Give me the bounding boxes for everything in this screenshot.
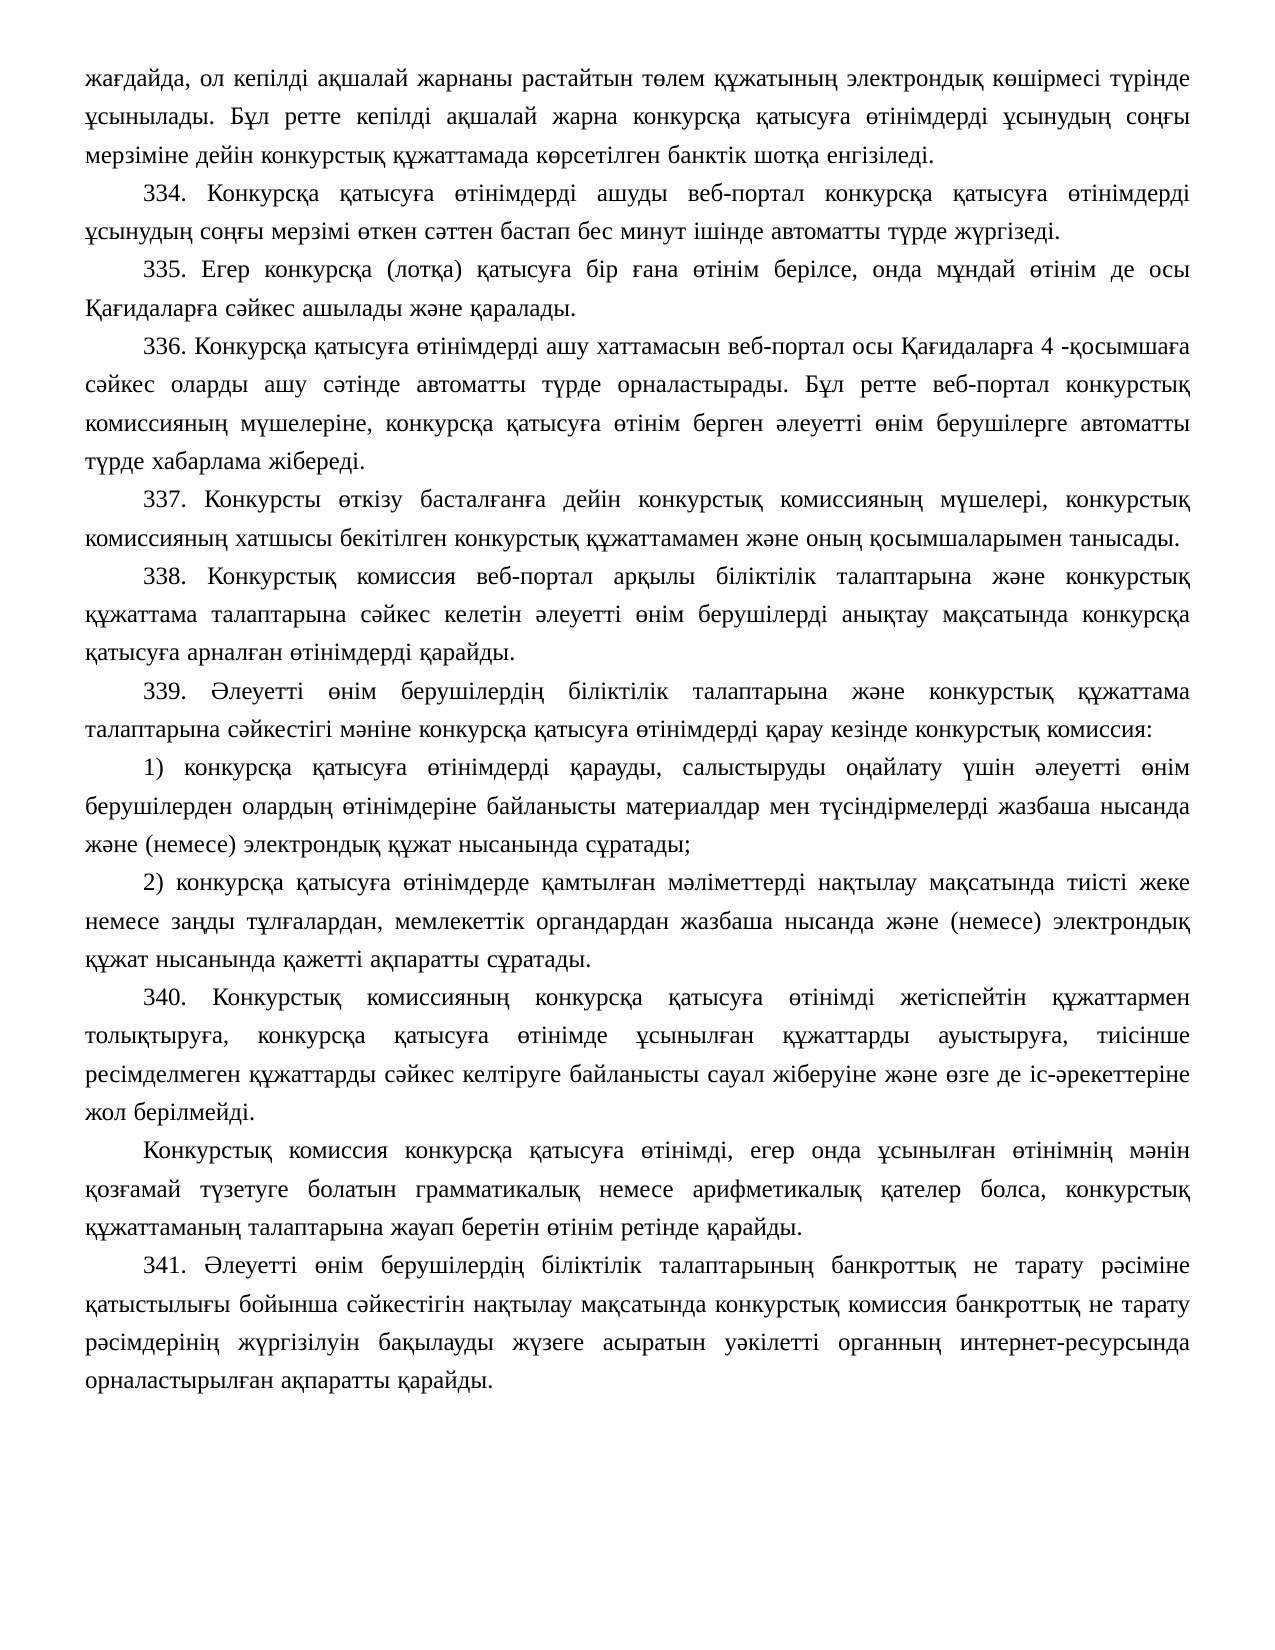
paragraph: 339. Әлеуетті өнім берушілердің біліктілік талаптарына және конкурстық құжаттама талаптарына сәйкестігі мәніне конкурсқа қатысуға өтінімдерді қарау кезінде конкурстық комиссия: — [85, 677, 1190, 744]
paragraph: 2) конкурсқа қатысуға өтінімдерде қамтылған мәліметтерді нақтылау мақсатында тиісті жеке немесе заңды тұлғалардан, мемлекеттік органдардан жазбаша нысанда және (немесе) электрондық құжат нысанында қажетті ақпаратты сұратады. — [85, 869, 1190, 973]
paragraph: 335. Егер конкурсқа (лотқа) қатысуға бір ғана өтінім берілсе, онда мұндай өтінім де осы Қағидаларға сәйкес ашылады және қаралады. — [85, 256, 1190, 322]
paragraph: 336. Конкурсқа қатысуға өтінімдерді ашу хаттамасын веб-портал осы Қағидаларға 4 -қосымшаға сәйкес оларды ашу сәтінде автоматты түрде орналастырады. Бұл ретте веб-портал конкурстық комиссияның мүшелеріне, конкурсқа қатысуға өтінім берген әлеуетті өнім берушілерге автоматты түрде хабарлама жібереді. — [85, 333, 1190, 475]
paragraph: Конкурстық комиссия конкурсқа қатысуға өтінімді, егер онда ұсынылған өтінімнің мәнін қозғамай түзетуге болатын грамматикалық немесе арифметикалық қателер болса, конкурстық құжаттаманың талаптарына жауап беретін өтінім ретінде қарайды. — [85, 1137, 1190, 1241]
paragraph: 1) конкурсқа қатысуға өтінімдерді қарауды, салыстыруды оңайлату үшін әлеуетті өнім берушілерден олардың өтінімдеріне байланысты материалдар мен түсіндірмелерді жазбаша нысанда және (немесе) электрондық құжат нысанында сұратады; — [85, 754, 1190, 858]
paragraph: жағдайда, ол кепілді ақшалай жарнаны растайтын төлем құжатының электрондық көшірмесі түрінде ұсынылады. Бұл ретте кепілді ақшалай жарна конкурсқа қатысуға өтінімдерді ұсынудың соңғы мерзіміне дейін конкурстық құжаттамада көрсетілген банктік шотқа енгізіледі. — [85, 65, 1190, 169]
paragraph: 337. Конкурсты өткізу басталғанға дейін конкурстық комиссияның мүшелері, конкурстық комиссияның хатшысы бекітілген конкурстық құжаттамамен және оның қосымшаларымен танысады. — [85, 486, 1190, 552]
paragraph: 341. Әлеуетті өнім берушілердің біліктілік талаптарының банкроттық не тарату рәсіміне қатыстылығы бойынша сәйкестігін нақтылау мақсатында конкурстық комиссия банкроттық не тарату рәсімдерінің жүргізілуін бақылауды жүзеге асыратын уәкілетті органның интернет-ресурсында орналастырылған ақпаратты қарайды. — [85, 1252, 1190, 1395]
paragraph: 338. Конкурстық комиссия веб-портал арқылы біліктілік талаптарына және конкурстық құжаттама талаптарына сәйкес келетін әлеуетті өнім берушілерді анықтау мақсатында конкурсқа қатысуға арналған өтінімдерді қарайды. — [85, 562, 1190, 667]
paragraph: 340. Конкурстық комиссияның конкурсқа қатысуға өтінімді жетіспейтін құжаттармен толықтыруға, конкурсқа қатысуға өтінімде ұсынылған құжаттарды ауыстыруға, тиісінше ресімделмеген құжаттарды сәйкес келтіруге байланысты сауал жіберуіне және өзге де іс-әрекеттеріне жол берілмейді. — [85, 984, 1190, 1127]
paragraph: 334. Конкурсқа қатысуға өтінімдерді ашуды веб-портал конкурсқа қатысуға өтінімдерді ұсынудың соңғы мерзімі өткен сәттен бастап бес минут ішінде автоматты түрде жүргізеді. — [85, 179, 1190, 246]
document-body — [85, 60, 1190, 1400]
